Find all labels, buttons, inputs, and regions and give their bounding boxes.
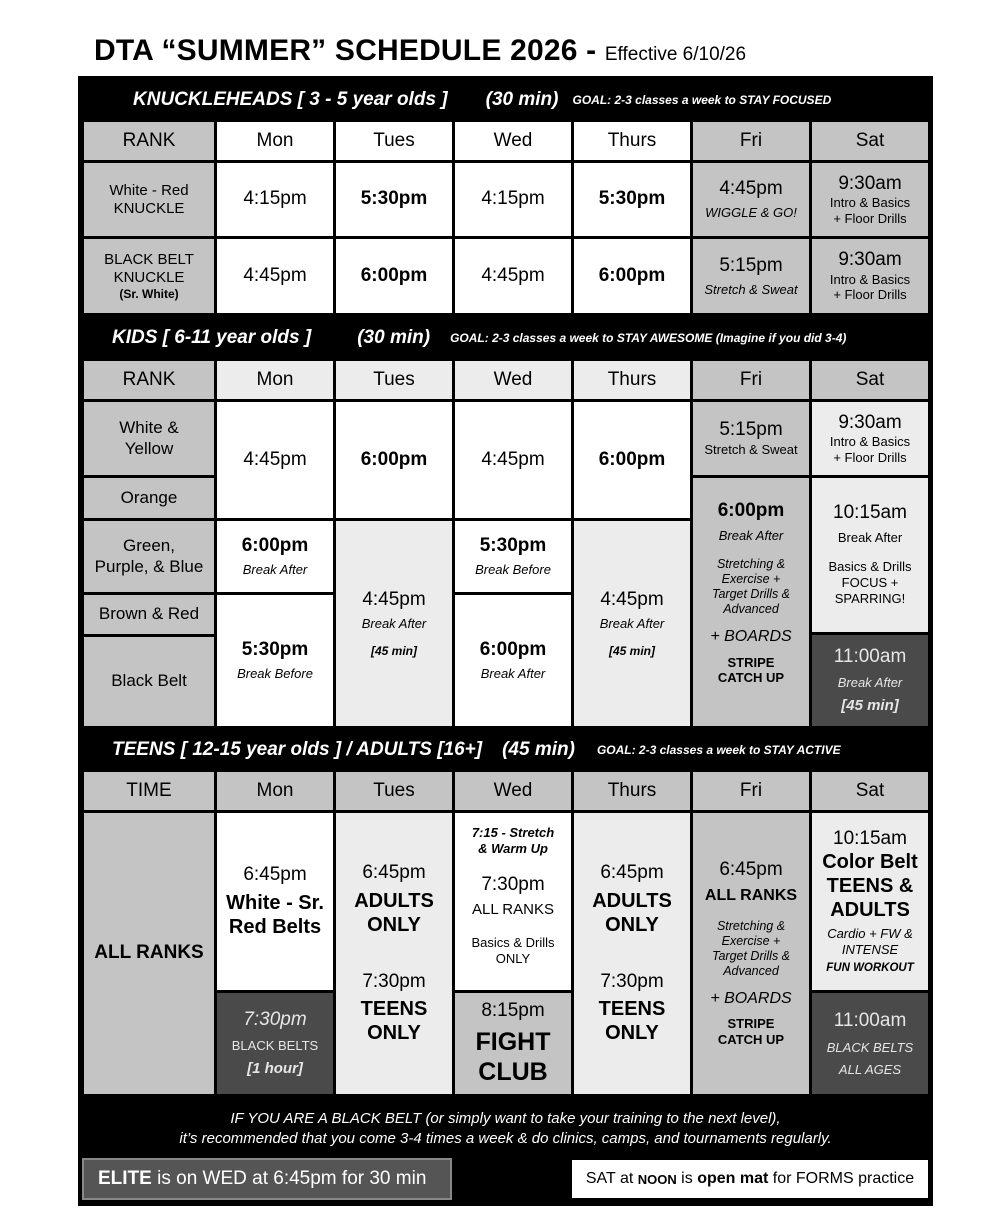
class-detail: Exercise + bbox=[721, 934, 781, 949]
rank-white-red-knuckle bbox=[82, 161, 216, 238]
rank-note: (Sr. White) bbox=[119, 286, 179, 301]
class-note: Break After bbox=[837, 529, 903, 545]
class-detail: Exercise + bbox=[721, 572, 781, 587]
teens-wed-top-class bbox=[453, 811, 573, 992]
class-detail: Cardio + FW & bbox=[827, 926, 913, 942]
kids-rank-header: RANK bbox=[82, 359, 216, 401]
class-time: 5:30pm bbox=[334, 161, 454, 238]
knuckleheads-day-tue: Tues bbox=[334, 120, 454, 162]
kids-wed-green-class bbox=[453, 519, 573, 594]
class-time: 5:15pm bbox=[719, 254, 783, 276]
kids-mon-green-class bbox=[215, 519, 335, 594]
class-detail: Target Drills & bbox=[711, 949, 791, 964]
class-note: Stretch & Sweat bbox=[704, 281, 798, 297]
knuckleheads-rank-header: RANK bbox=[82, 120, 216, 162]
kids-title: KIDS [ 6-11 year olds ] bbox=[112, 327, 312, 348]
class-time: 10:15am bbox=[833, 827, 907, 849]
kids-sat-top-class bbox=[810, 400, 930, 477]
class-time: 6:45pm bbox=[243, 864, 307, 886]
rank-green-purple-blue bbox=[82, 519, 216, 594]
teens-day-wed: Wed bbox=[453, 770, 573, 812]
teens-sat-bottom-class bbox=[810, 991, 930, 1096]
fight-club-label: CLUB bbox=[478, 1057, 548, 1086]
teens-fri-class bbox=[691, 811, 811, 1096]
teens-duration: (45 min) bbox=[502, 739, 575, 760]
black-belt-recommendation bbox=[78, 1100, 933, 1156]
class-label: ADULTS bbox=[592, 889, 672, 912]
class-detail: Stretching & bbox=[716, 919, 786, 934]
class-time: 6:00pm bbox=[572, 400, 692, 520]
class-note: Basics & Drills bbox=[471, 934, 555, 950]
rank-line: KNUCKLE bbox=[113, 199, 185, 217]
teens-all-ranks-label: ALL RANKS bbox=[82, 811, 216, 1096]
teens-day-tue: Tues bbox=[334, 770, 454, 812]
class-time: 6:45pm bbox=[600, 861, 664, 883]
teens-day-mon: Mon bbox=[215, 770, 335, 812]
open-mat-info bbox=[571, 1159, 929, 1199]
teens-tue-class bbox=[334, 811, 454, 1096]
class-time: 6:00pm bbox=[572, 237, 692, 315]
class-note: Break After bbox=[361, 615, 427, 631]
knuckleheads-title: KNUCKLEHEADS [ 3 - 5 year olds ] bbox=[133, 89, 448, 110]
class-duration: [45 min] bbox=[370, 643, 417, 658]
class-label: ALL AGES bbox=[838, 1061, 902, 1077]
kids-fri-top-class bbox=[691, 400, 811, 477]
open-mat-text: for FORMS practice bbox=[768, 1170, 915, 1187]
class-time: 4:45pm bbox=[600, 589, 664, 611]
stripe-label: STRIPE bbox=[727, 654, 775, 670]
class-note: Break Before bbox=[237, 666, 313, 682]
class-note: + Floor Drills bbox=[833, 449, 907, 465]
class-label: ONLY bbox=[367, 913, 421, 936]
class-time: 4:45pm bbox=[362, 589, 426, 611]
class-duration: [45 min] bbox=[608, 643, 655, 658]
open-mat-label: open mat bbox=[697, 1170, 769, 1187]
kids-day-tue: Tues bbox=[334, 359, 454, 401]
rank-line: BLACK BELT bbox=[104, 250, 194, 268]
kids-band bbox=[78, 322, 933, 354]
knuckleheads-day-sat: Sat bbox=[810, 120, 930, 162]
class-time: 9:30am bbox=[838, 411, 902, 433]
teens-mon-bottom-class bbox=[215, 991, 335, 1096]
class-time: 6:45pm bbox=[719, 859, 783, 881]
rank-orange: Orange bbox=[82, 476, 216, 520]
class-note: ONLY bbox=[495, 950, 531, 966]
class-note: Intro & Basics bbox=[829, 434, 911, 450]
class-label: ONLY bbox=[367, 1022, 421, 1045]
rank-black-belt: Black Belt bbox=[82, 635, 216, 728]
class-note: Break After bbox=[718, 527, 784, 543]
elite-class-info bbox=[82, 1158, 452, 1200]
class-detail: Advanced bbox=[723, 964, 779, 979]
class-time: 11:00am bbox=[833, 646, 907, 668]
stripe-label: STRIPE bbox=[727, 1016, 775, 1032]
class-time: 6:00pm bbox=[479, 639, 547, 661]
class-time: 7:30pm bbox=[600, 970, 664, 992]
class-time: 6:45pm bbox=[362, 861, 426, 883]
knuckleheads-day-fri: Fri bbox=[691, 120, 811, 162]
class-time: 4:45pm bbox=[453, 237, 573, 315]
class-label: ALL RANKS bbox=[472, 900, 554, 918]
schedule-title: DTA “SUMMER” SCHEDULE 2026 - bbox=[94, 34, 605, 67]
knuckleheads-day-thu: Thurs bbox=[572, 120, 692, 162]
rank-white-yellow bbox=[82, 400, 216, 477]
class-time: 4:45pm bbox=[453, 400, 573, 520]
class-note: Stretch & Sweat bbox=[704, 442, 798, 458]
knuckleheads-goal: GOAL: 2-3 classes a week to STAY FOCUSED bbox=[572, 93, 832, 107]
class-detail: INTENSE bbox=[841, 942, 899, 957]
knuckleheads-sat-class bbox=[810, 161, 930, 238]
rank-line: Yellow bbox=[124, 438, 174, 458]
class-label: ALL RANKS bbox=[704, 887, 798, 905]
class-note: WIGGLE & GO! bbox=[705, 205, 797, 221]
kids-thu-late-class bbox=[572, 519, 692, 728]
boards-label: + BOARDS bbox=[710, 628, 792, 646]
class-note: 7:15 - Stretch bbox=[471, 825, 555, 840]
class-note: Intro & Basics bbox=[829, 271, 911, 287]
kids-day-thu: Thurs bbox=[572, 359, 692, 401]
note-line: it’s recommended that you come 3-4 times a week & do clinics, camps, and tournaments regularly. bbox=[179, 1130, 832, 1148]
kids-wed-black-class bbox=[453, 593, 573, 728]
class-label: BLACK BELTS bbox=[826, 1040, 914, 1056]
class-label: TEENS bbox=[360, 998, 428, 1021]
knuckleheads-day-wed: Wed bbox=[453, 120, 573, 162]
stripe-label: CATCH UP bbox=[717, 670, 785, 686]
class-label: ONLY bbox=[605, 1022, 659, 1045]
kids-fri-main-class bbox=[691, 476, 811, 728]
class-note: + Floor Drills bbox=[833, 287, 907, 303]
schedule-board bbox=[78, 76, 933, 1206]
knuckleheads-duration: (30 min) bbox=[485, 89, 559, 110]
teens-wed-bottom-class bbox=[453, 991, 573, 1096]
class-time: 5:30pm bbox=[572, 161, 692, 238]
class-detail: FOCUS + bbox=[841, 574, 899, 590]
elite-label: ELITE bbox=[98, 1168, 152, 1189]
teens-mon-top-class bbox=[215, 811, 335, 992]
class-label: ADULTS bbox=[830, 899, 910, 922]
class-label: ONLY bbox=[605, 913, 659, 936]
elite-detail: is on WED at 6:45pm for 30 min bbox=[151, 1168, 427, 1189]
knuckleheads-band bbox=[78, 84, 933, 116]
knuckleheads-sat-class bbox=[810, 237, 930, 315]
class-note: Break After bbox=[242, 562, 308, 578]
class-time: 4:15pm bbox=[453, 161, 573, 238]
rank-brown-red: Brown & Red bbox=[82, 593, 216, 636]
class-note: Break After bbox=[599, 615, 665, 631]
class-time: 9:30am bbox=[838, 172, 902, 194]
rank-black-belt-knuckle bbox=[82, 237, 216, 315]
class-time: 6:00pm bbox=[717, 500, 785, 521]
kids-sat-bottom-class bbox=[810, 633, 930, 728]
class-time: 4:15pm bbox=[215, 161, 335, 238]
class-detail: Stretching & bbox=[716, 557, 786, 572]
class-note: Break After bbox=[837, 675, 903, 691]
class-detail: FUN WORKOUT bbox=[826, 961, 914, 974]
class-duration: [45 min] bbox=[841, 696, 899, 714]
class-detail: Basics & Drills bbox=[828, 559, 912, 575]
class-time: 4:45pm bbox=[215, 400, 335, 520]
class-time: 6:00pm bbox=[334, 400, 454, 520]
knuckleheads-fri-class bbox=[691, 161, 811, 238]
class-time: 5:15pm bbox=[719, 419, 783, 441]
teens-band bbox=[78, 734, 933, 766]
class-label: TEENS & bbox=[826, 875, 914, 898]
kids-tue-late-class bbox=[334, 519, 454, 728]
class-note: & Warm Up bbox=[478, 840, 548, 856]
open-mat-text: is bbox=[676, 1170, 698, 1187]
teens-day-sat: Sat bbox=[810, 770, 930, 812]
class-time: 5:30pm bbox=[479, 535, 547, 557]
class-time: 6:00pm bbox=[241, 535, 309, 557]
open-mat-noon: NOON bbox=[637, 1171, 677, 1187]
rank-line: Purple, & Blue bbox=[94, 556, 204, 576]
stripe-label: CATCH UP bbox=[717, 1032, 785, 1048]
class-time: 4:45pm bbox=[719, 178, 783, 200]
class-detail: Target Drills & bbox=[711, 587, 791, 602]
class-time: 11:00am bbox=[833, 1009, 907, 1031]
teens-time-header: TIME bbox=[82, 770, 216, 812]
class-time: 7:30pm bbox=[481, 874, 545, 896]
class-time: 6:00pm bbox=[334, 237, 454, 315]
kids-sat-mid-class bbox=[810, 476, 930, 634]
class-note: Break After bbox=[480, 666, 546, 682]
teens-thu-class bbox=[572, 811, 692, 1096]
teens-day-fri: Fri bbox=[691, 770, 811, 812]
fight-club-label: FIGHT bbox=[475, 1027, 551, 1056]
class-note: Break Before bbox=[475, 562, 551, 578]
effective-date: Effective 6/10/26 bbox=[604, 44, 747, 65]
class-time: 9:30am bbox=[838, 249, 902, 270]
class-label: TEENS bbox=[598, 998, 666, 1021]
class-duration: [1 hour] bbox=[247, 1059, 303, 1077]
class-time: 8:15pm bbox=[481, 1000, 545, 1022]
kids-day-sat: Sat bbox=[810, 359, 930, 401]
class-time: 5:30pm bbox=[241, 639, 309, 661]
rank-line: Green, bbox=[123, 536, 175, 556]
kids-goal: GOAL: 2-3 classes a week to STAY AWESOME (Imagine if you did 3-4) bbox=[450, 331, 847, 345]
class-time: 7:30pm bbox=[243, 1009, 307, 1031]
boards-label: + BOARDS bbox=[710, 990, 792, 1008]
class-note: + Floor Drills bbox=[833, 210, 907, 226]
class-time: 4:45pm bbox=[215, 237, 335, 315]
rank-line: White & bbox=[119, 418, 179, 438]
rank-line: White - Red bbox=[109, 181, 189, 199]
kids-day-fri: Fri bbox=[691, 359, 811, 401]
class-label: White - Sr. bbox=[226, 891, 324, 914]
class-time: 7:30pm bbox=[362, 970, 426, 992]
class-detail: Advanced bbox=[723, 602, 779, 617]
note-line: IF YOU ARE A BLACK BELT (or simply want to take your training to the next level), bbox=[230, 1110, 781, 1127]
teens-day-thu: Thurs bbox=[572, 770, 692, 812]
page-title bbox=[94, 34, 746, 74]
open-mat-text: SAT at bbox=[585, 1170, 638, 1187]
knuckleheads-fri-class bbox=[691, 237, 811, 315]
class-time: 10:15am bbox=[833, 502, 907, 523]
teens-goal: GOAL: 2-3 classes a week to STAY ACTIVE bbox=[596, 743, 841, 757]
kids-day-wed: Wed bbox=[453, 359, 573, 401]
class-detail: SPARRING! bbox=[834, 590, 906, 606]
class-note: Intro & Basics bbox=[829, 195, 911, 211]
kids-mon-black-class bbox=[215, 593, 335, 728]
knuckleheads-day-mon: Mon bbox=[215, 120, 335, 162]
kids-duration: (30 min) bbox=[357, 327, 431, 348]
teens-sat-top-class bbox=[810, 811, 930, 992]
class-label: Red Belts bbox=[228, 915, 322, 938]
class-label: ADULTS bbox=[354, 889, 434, 912]
class-label: Color Belt bbox=[822, 851, 918, 874]
teens-title: TEENS [ 12-15 year olds ] / ADULTS [16+] bbox=[112, 739, 483, 760]
rank-line: KNUCKLE bbox=[113, 268, 185, 286]
class-label: BLACK BELTS bbox=[231, 1038, 319, 1054]
kids-day-mon: Mon bbox=[215, 359, 335, 401]
